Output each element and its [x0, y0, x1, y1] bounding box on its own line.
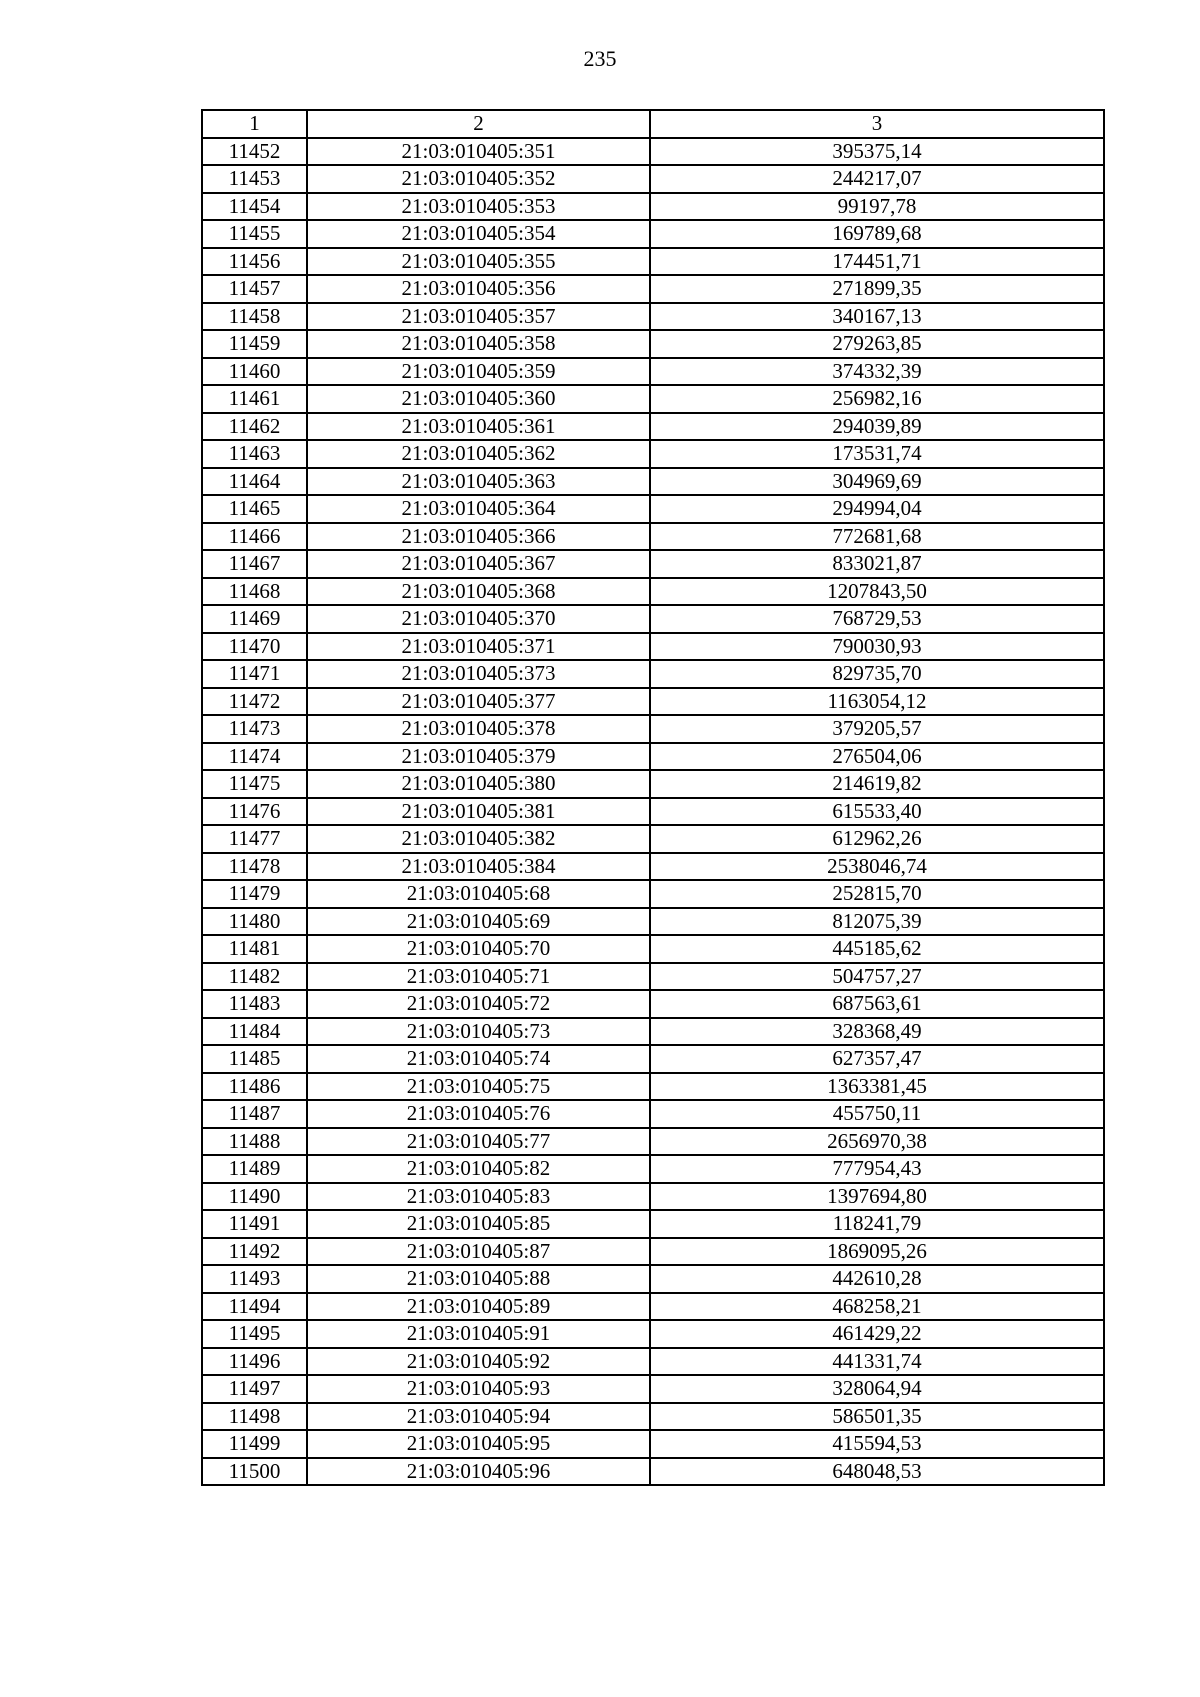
value-cell: 790030,93: [650, 633, 1104, 661]
cadastral-number-cell: 21:03:010405:381: [307, 798, 650, 826]
row-number-cell: 11457: [202, 275, 307, 303]
row-number-cell: 11480: [202, 908, 307, 936]
cadastral-number-cell: 21:03:010405:373: [307, 660, 650, 688]
cadastral-number-cell: 21:03:010405:73: [307, 1018, 650, 1046]
row-number-cell: 11478: [202, 853, 307, 881]
cadastral-number-cell: 21:03:010405:377: [307, 688, 650, 716]
cadastral-number-cell: 21:03:010405:70: [307, 935, 650, 963]
row-number-cell: 11488: [202, 1128, 307, 1156]
row-number-cell: 11486: [202, 1073, 307, 1101]
column-header-3: 3: [650, 110, 1104, 138]
table-row: [202, 908, 1104, 936]
table-row: [202, 963, 1104, 991]
table-row: [202, 275, 1104, 303]
row-number-cell: 11471: [202, 660, 307, 688]
table-row: [202, 550, 1104, 578]
cadastral-number-cell: 21:03:010405:356: [307, 275, 650, 303]
table-row: [202, 220, 1104, 248]
row-number-cell: 11489: [202, 1155, 307, 1183]
value-cell: 173531,74: [650, 440, 1104, 468]
value-cell: 252815,70: [650, 880, 1104, 908]
value-cell: 1397694,80: [650, 1183, 1104, 1211]
row-number-cell: 11493: [202, 1265, 307, 1293]
row-number-cell: 11500: [202, 1458, 307, 1486]
row-number-cell: 11491: [202, 1210, 307, 1238]
cadastral-number-cell: 21:03:010405:93: [307, 1375, 650, 1403]
cadastral-number-cell: 21:03:010405:354: [307, 220, 650, 248]
cadastral-number-cell: 21:03:010405:367: [307, 550, 650, 578]
row-number-cell: 11463: [202, 440, 307, 468]
value-cell: 833021,87: [650, 550, 1104, 578]
cadastral-number-cell: 21:03:010405:355: [307, 248, 650, 276]
table-row: [202, 1348, 1104, 1376]
row-number-cell: 11487: [202, 1100, 307, 1128]
table-row: [202, 770, 1104, 798]
value-cell: 772681,68: [650, 523, 1104, 551]
table-row: [202, 358, 1104, 386]
value-cell: 374332,39: [650, 358, 1104, 386]
table-row: [202, 578, 1104, 606]
row-number-cell: 11469: [202, 605, 307, 633]
cadastral-number-cell: 21:03:010405:384: [307, 853, 650, 881]
value-cell: 328368,49: [650, 1018, 1104, 1046]
value-cell: 612962,26: [650, 825, 1104, 853]
row-number-cell: 11467: [202, 550, 307, 578]
value-cell: 455750,11: [650, 1100, 1104, 1128]
row-number-cell: 11476: [202, 798, 307, 826]
table-body: [202, 138, 1104, 1486]
table-row: [202, 715, 1104, 743]
data-table: [201, 109, 1105, 1486]
cadastral-number-cell: 21:03:010405:76: [307, 1100, 650, 1128]
table-row: [202, 468, 1104, 496]
cadastral-number-cell: 21:03:010405:351: [307, 138, 650, 166]
cadastral-number-cell: 21:03:010405:360: [307, 385, 650, 413]
cadastral-number-cell: 21:03:010405:368: [307, 578, 650, 606]
value-cell: 461429,22: [650, 1320, 1104, 1348]
cadastral-number-cell: 21:03:010405:352: [307, 165, 650, 193]
table-row: [202, 798, 1104, 826]
table-row: [202, 1018, 1104, 1046]
value-cell: 271899,35: [650, 275, 1104, 303]
cadastral-number-cell: 21:03:010405:85: [307, 1210, 650, 1238]
value-cell: 615533,40: [650, 798, 1104, 826]
table-row: [202, 1073, 1104, 1101]
value-cell: 244217,07: [650, 165, 1104, 193]
table-row: [202, 495, 1104, 523]
row-number-cell: 11466: [202, 523, 307, 551]
cadastral-number-cell: 21:03:010405:96: [307, 1458, 650, 1486]
cadastral-number-cell: 21:03:010405:361: [307, 413, 650, 441]
table-row: [202, 193, 1104, 221]
cadastral-number-cell: 21:03:010405:359: [307, 358, 650, 386]
value-cell: 279263,85: [650, 330, 1104, 358]
value-cell: 395375,14: [650, 138, 1104, 166]
row-number-cell: 11461: [202, 385, 307, 413]
cadastral-number-cell: 21:03:010405:358: [307, 330, 650, 358]
value-cell: 468258,21: [650, 1293, 1104, 1321]
row-number-cell: 11477: [202, 825, 307, 853]
cadastral-number-cell: 21:03:010405:380: [307, 770, 650, 798]
value-cell: 1363381,45: [650, 1073, 1104, 1101]
cadastral-number-cell: 21:03:010405:91: [307, 1320, 650, 1348]
row-number-cell: 11464: [202, 468, 307, 496]
value-cell: 340167,13: [650, 303, 1104, 331]
table-row: [202, 1458, 1104, 1486]
table-row: [202, 440, 1104, 468]
value-cell: 294994,04: [650, 495, 1104, 523]
value-cell: 504757,27: [650, 963, 1104, 991]
value-cell: 777954,43: [650, 1155, 1104, 1183]
row-number-cell: 11460: [202, 358, 307, 386]
table-row: [202, 1403, 1104, 1431]
table-row: [202, 248, 1104, 276]
table-row: [202, 413, 1104, 441]
cadastral-number-cell: 21:03:010405:362: [307, 440, 650, 468]
cadastral-number-cell: 21:03:010405:71: [307, 963, 650, 991]
row-number-cell: 11483: [202, 990, 307, 1018]
cadastral-number-cell: 21:03:010405:382: [307, 825, 650, 853]
value-cell: 169789,68: [650, 220, 1104, 248]
table-row: [202, 1210, 1104, 1238]
row-number-cell: 11456: [202, 248, 307, 276]
row-number-cell: 11452: [202, 138, 307, 166]
page-number: 235: [583, 46, 617, 71]
cadastral-number-cell: 21:03:010405:83: [307, 1183, 650, 1211]
row-number-cell: 11498: [202, 1403, 307, 1431]
table-row: [202, 1320, 1104, 1348]
column-header-1: 1: [202, 110, 307, 138]
table-row: [202, 1265, 1104, 1293]
row-number-cell: 11458: [202, 303, 307, 331]
value-cell: 1163054,12: [650, 688, 1104, 716]
row-number-cell: 11474: [202, 743, 307, 771]
table-row: [202, 1183, 1104, 1211]
cadastral-number-cell: 21:03:010405:87: [307, 1238, 650, 1266]
value-cell: 441331,74: [650, 1348, 1104, 1376]
value-cell: 586501,35: [650, 1403, 1104, 1431]
cadastral-number-cell: 21:03:010405:370: [307, 605, 650, 633]
row-number-cell: 11465: [202, 495, 307, 523]
row-number-cell: 11482: [202, 963, 307, 991]
value-cell: 812075,39: [650, 908, 1104, 936]
cadastral-number-cell: 21:03:010405:353: [307, 193, 650, 221]
cadastral-number-cell: 21:03:010405:77: [307, 1128, 650, 1156]
cadastral-number-cell: 21:03:010405:88: [307, 1265, 650, 1293]
row-number-cell: 11459: [202, 330, 307, 358]
value-cell: 2538046,74: [650, 853, 1104, 881]
table-row: [202, 935, 1104, 963]
row-number-cell: 11462: [202, 413, 307, 441]
table-row: [202, 605, 1104, 633]
row-number-cell: 11453: [202, 165, 307, 193]
cadastral-number-cell: 21:03:010405:68: [307, 880, 650, 908]
value-cell: 829735,70: [650, 660, 1104, 688]
table-row: [202, 1430, 1104, 1458]
value-cell: 174451,71: [650, 248, 1104, 276]
cadastral-number-cell: 21:03:010405:89: [307, 1293, 650, 1321]
value-cell: 294039,89: [650, 413, 1104, 441]
table-row: [202, 990, 1104, 1018]
table-row: [202, 165, 1104, 193]
value-cell: 1207843,50: [650, 578, 1104, 606]
row-number-cell: 11497: [202, 1375, 307, 1403]
row-number-cell: 11499: [202, 1430, 307, 1458]
row-number-cell: 11475: [202, 770, 307, 798]
row-number-cell: 11479: [202, 880, 307, 908]
cadastral-number-cell: 21:03:010405:72: [307, 990, 650, 1018]
cadastral-number-cell: 21:03:010405:92: [307, 1348, 650, 1376]
row-number-cell: 11454: [202, 193, 307, 221]
table-row: [202, 1045, 1104, 1073]
table-row: [202, 1100, 1104, 1128]
table-row: [202, 743, 1104, 771]
table-row: [202, 1375, 1104, 1403]
row-number-cell: 11496: [202, 1348, 307, 1376]
table-row: [202, 688, 1104, 716]
table-row: [202, 1238, 1104, 1266]
value-cell: 445185,62: [650, 935, 1104, 963]
table-row: [202, 633, 1104, 661]
table-row: [202, 1128, 1104, 1156]
column-header-2: 2: [307, 110, 650, 138]
cadastral-number-cell: 21:03:010405:82: [307, 1155, 650, 1183]
row-number-cell: 11481: [202, 935, 307, 963]
value-cell: 442610,28: [650, 1265, 1104, 1293]
table-row: [202, 825, 1104, 853]
value-cell: 328064,94: [650, 1375, 1104, 1403]
value-cell: 415594,53: [650, 1430, 1104, 1458]
table-row: [202, 330, 1104, 358]
row-number-cell: 11490: [202, 1183, 307, 1211]
cadastral-number-cell: 21:03:010405:95: [307, 1430, 650, 1458]
value-cell: 2656970,38: [650, 1128, 1104, 1156]
value-cell: 687563,61: [650, 990, 1104, 1018]
table-row: [202, 1155, 1104, 1183]
cadastral-number-cell: 21:03:010405:364: [307, 495, 650, 523]
table-row: [202, 303, 1104, 331]
row-number-cell: 11472: [202, 688, 307, 716]
cadastral-number-cell: 21:03:010405:363: [307, 468, 650, 496]
row-number-cell: 11455: [202, 220, 307, 248]
row-number-cell: 11492: [202, 1238, 307, 1266]
cadastral-number-cell: 21:03:010405:69: [307, 908, 650, 936]
cadastral-number-cell: 21:03:010405:94: [307, 1403, 650, 1431]
row-number-cell: 11473: [202, 715, 307, 743]
cadastral-number-cell: 21:03:010405:357: [307, 303, 650, 331]
row-number-cell: 11468: [202, 578, 307, 606]
table-row: [202, 523, 1104, 551]
row-number-cell: 11470: [202, 633, 307, 661]
value-cell: 118241,79: [650, 1210, 1104, 1238]
cadastral-number-cell: 21:03:010405:74: [307, 1045, 650, 1073]
table-row: [202, 853, 1104, 881]
header-row: [202, 110, 1104, 138]
cadastral-number-cell: 21:03:010405:366: [307, 523, 650, 551]
value-cell: 768729,53: [650, 605, 1104, 633]
value-cell: 1869095,26: [650, 1238, 1104, 1266]
table-row: [202, 880, 1104, 908]
row-number-cell: 11495: [202, 1320, 307, 1348]
value-cell: 648048,53: [650, 1458, 1104, 1486]
cadastral-number-cell: 21:03:010405:75: [307, 1073, 650, 1101]
value-cell: 256982,16: [650, 385, 1104, 413]
value-cell: 627357,47: [650, 1045, 1104, 1073]
table-row: [202, 1293, 1104, 1321]
value-cell: 99197,78: [650, 193, 1104, 221]
table-header: [202, 110, 1104, 138]
cadastral-number-cell: 21:03:010405:378: [307, 715, 650, 743]
cadastral-number-cell: 21:03:010405:371: [307, 633, 650, 661]
table-row: [202, 660, 1104, 688]
value-cell: 214619,82: [650, 770, 1104, 798]
row-number-cell: 11494: [202, 1293, 307, 1321]
value-cell: 379205,57: [650, 715, 1104, 743]
table-row: [202, 138, 1104, 166]
value-cell: 276504,06: [650, 743, 1104, 771]
row-number-cell: 11485: [202, 1045, 307, 1073]
row-number-cell: 11484: [202, 1018, 307, 1046]
value-cell: 304969,69: [650, 468, 1104, 496]
cadastral-number-cell: 21:03:010405:379: [307, 743, 650, 771]
table-row: [202, 385, 1104, 413]
